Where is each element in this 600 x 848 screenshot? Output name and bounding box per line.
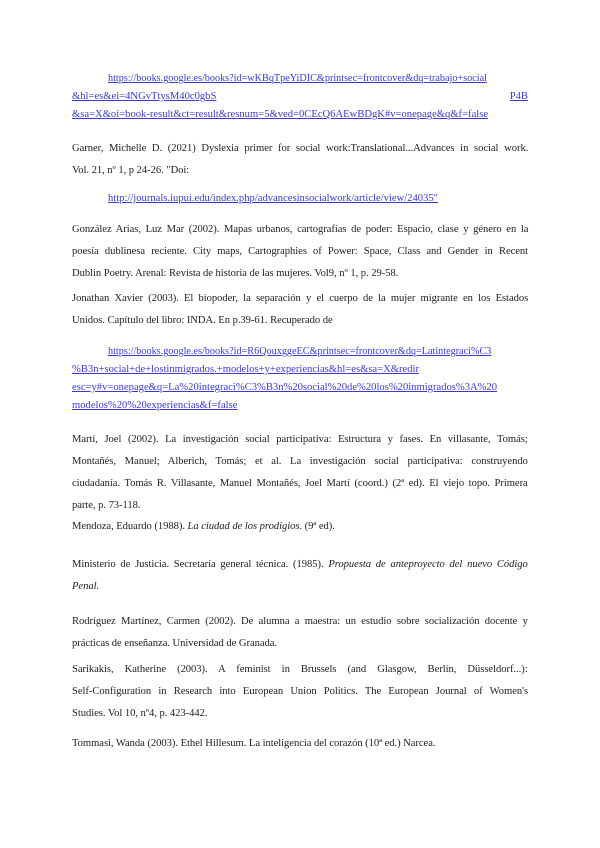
- reference-line: prácticas de enseñanza. Universidad de Granada.: [72, 638, 278, 649]
- reference-mendoza: [72, 516, 528, 538]
- reference-line: Martí, Joel (2002). La investigación social participativa: Estructura y fases. En villasante, Tomás;: [72, 434, 528, 445]
- reference-line: [72, 554, 528, 576]
- link-line[interactable]: &sa=X&oi=book-result&ct=result&resnum=5&ved=0CEcQ6AEwBDgK#v=onepage&q&f=false: [72, 109, 489, 120]
- reference-line: Unidos. Capítulo del libro: INDA. En p.39-61. Recuperado de: [72, 315, 333, 326]
- reference-line: [72, 516, 528, 538]
- reference-ministerio: [72, 554, 528, 598]
- reference-title-italic: La ciudad de los prodigios: [187, 521, 300, 532]
- reference-line: poesía dublinesa reciente. City maps, Cartographies of Power: Space, Class and Gender in Recent: [72, 246, 529, 257]
- reference-edition: . (9ª ed).: [299, 521, 335, 532]
- reference-line: González Arias, Luz Mar (2002). Mapas urbanos, cartografías de poder: Espacio, clase y género en la: [72, 224, 529, 235]
- link-line[interactable]: http://journals.iupui.edu/index.php/advancesinsocialwork/article/view/24035": [108, 193, 439, 204]
- reference-line: Garner, Michelle D. (2021) Dyslexia primer for social work:Translational...Advances in social work.: [72, 143, 529, 154]
- reference-line: [72, 576, 528, 598]
- reference-line: parte, p. 73-118.: [72, 500, 141, 511]
- reference-author: Ministerio de Justicia. Secretaría general técnica. (1985).: [72, 559, 329, 570]
- reference-line: Vol. 21, nº 1, p 24-26. "Doi:: [72, 165, 190, 176]
- link-line[interactable]: https://books.google.es/books?id=wKBqTpeYiDIC&printsec=frontcover&dq=trabajo+social: [108, 73, 487, 84]
- reference-line: Tommasi, Wanda (2003). Ethel Hillesum. La inteligencia del corazón (10ª ed.) Narcea.: [72, 738, 436, 749]
- reference-title-italic: Penal.: [72, 581, 100, 592]
- reference-line: Dublin Poetry. Arenal: Revista de historia de las mujeres. Vol9, nº 1, p. 29-58.: [72, 268, 399, 279]
- reference-author: Mendoza, Eduardo (1988).: [72, 521, 188, 532]
- link-line[interactable]: [72, 88, 528, 106]
- reference-line: Jonathan Xavier (2003). El biopoder, la separación y el cuerpo de la mujer migrante en los Estados: [72, 293, 529, 304]
- link-segment[interactable]: &hl=es&ei=4NGvTtysM40c0gbS: [72, 91, 217, 102]
- link-segment[interactable]: P4B: [509, 91, 528, 102]
- reference-link-google-books-2[interactable]: [72, 343, 528, 415]
- reference-line: Sarikakis, Katherine (2003). A feminist in Brussels (and Glasgow, Berlin, Düsseldorf...):: [72, 664, 528, 675]
- reference-line: Studies. Vol 10, nº4, p. 423-442.: [72, 708, 208, 719]
- link-line[interactable]: modelos%20%20experiencias&f=false: [72, 400, 238, 411]
- reference-jonathan-xavier: [72, 288, 528, 332]
- reference-link-google-books-1[interactable]: [72, 70, 528, 124]
- link-line[interactable]: https://books.google.es/books?id=R6QouxggeEC&printsec=frontcover&dq=Latintegraci%C3: [108, 346, 492, 357]
- reference-line: Montañés, Manuel; Alberich, Tomás; et al. La investigación social participativa: construyendo: [72, 456, 528, 467]
- reference-sarikakis: [72, 659, 528, 725]
- reference-title-italic: Propuesta de anteproyecto del nuevo Código: [328, 559, 528, 570]
- reference-rodriguez-martinez: [72, 611, 528, 655]
- reference-gonzalez-arias: [72, 219, 528, 285]
- reference-link-journals[interactable]: [72, 190, 528, 208]
- reference-garner: [72, 138, 528, 182]
- link-line[interactable]: esc=y#v=onepage&q=La%20integraci%C3%B3n%20social%20de%20los%20inmigrados%3A%20: [72, 382, 498, 393]
- reference-marti: [72, 429, 528, 517]
- reference-line: Self-Configuration in Research into European Union Politics. The European Journal of Women's: [72, 686, 529, 697]
- reference-line: ciudadanía. Tomás R. Villasante, Manuel Montañés, Joel Martí (coord.) (2ª ed). El viejo topo. Primera: [72, 478, 528, 489]
- reference-line: Rodríguez Martínez, Carmen (2002). De alumna a maestra: un estudio sobre socialización docente y: [72, 616, 528, 627]
- reference-tommasi: [72, 733, 528, 755]
- link-line[interactable]: %B3n+social+de+lostinmigrados.+modelos+y+experiencias&hl=es&sa=X&redir: [72, 364, 420, 375]
